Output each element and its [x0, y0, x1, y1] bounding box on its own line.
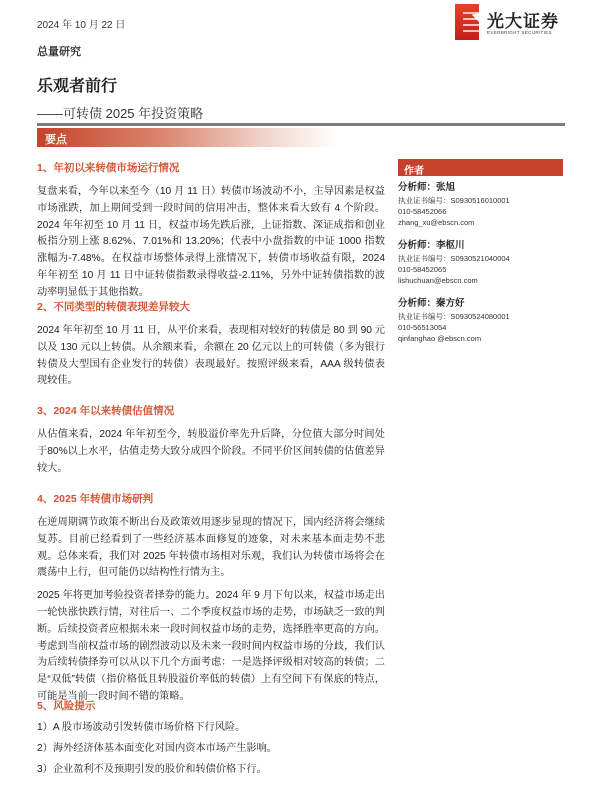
- logo-text-en: EVERBRIGHT SECURITIES: [487, 30, 552, 35]
- section-3: [37, 403, 385, 477]
- section-paragraph: 从估值来看，2024 年年初至今，转股溢价率先升后降，分位值大部分时间处于80%以上水平，估值走势大致分成四个阶段。不同平价区间转债的估值差异较大。: [37, 429, 385, 474]
- analyst-name: 分析师：张旭: [398, 182, 456, 193]
- section-heading: 2、不同类型的转债表现差异较大: [37, 301, 190, 313]
- key-points-bar: [37, 128, 337, 147]
- analyst-email[interactable]: zhang_xu@ebscn.com: [398, 218, 475, 227]
- analyst-name: 分析师：秦方好: [398, 298, 465, 309]
- analyst-email[interactable]: qinfanghao @ebscn.com: [398, 334, 482, 343]
- report-category: 总量研究: [37, 46, 81, 58]
- analyst-phone: 010-56513054: [398, 323, 447, 332]
- authors-label: 作者: [404, 166, 424, 177]
- logo-mark-icon: [455, 4, 479, 40]
- logo-text-cn: 光大证券: [487, 12, 559, 31]
- report-subtitle: ——可转债 2025 年投资策略: [37, 106, 204, 121]
- analyst-name: 分析师：李枢川: [398, 240, 465, 251]
- risk-item: 1）A 股市场波动引发转债市场价格下行风险。: [37, 722, 246, 733]
- section-heading: 3、2024 年以来转债估值情况: [37, 405, 175, 417]
- section-heading: 1、年初以来转债市场运行情况: [37, 162, 180, 174]
- analyst-card: [398, 297, 568, 344]
- analyst-license: 执业证书编号：S0930524080001: [398, 312, 510, 321]
- analyst-email[interactable]: lishuchuan@ebscn.com: [398, 276, 478, 285]
- analyst-license: 执业证书编号：S0930521040004: [398, 254, 510, 263]
- section-heading: 4、2025 年转债市场研判: [37, 493, 154, 505]
- analyst-phone: 010-58452066: [398, 207, 447, 216]
- section-paragraph: 2024 年年初至 10 月 11 日，从平价来看，表现相对较好的转债是 80 到 90 元以及 130 元以上转债。从余额来看，余额在 20 亿元以上的可转债（多为银行转债及大型国有企业发行的转债）表现最好。按照评级来看，AAA 级转债表现较佳。: [37, 325, 385, 387]
- risk-item: 3）企业盈利不及预期引发的股价和转债价格下行。: [37, 764, 267, 775]
- everbright-logo: [455, 4, 565, 40]
- key-points-label: 要点: [45, 134, 67, 146]
- header-divider: [37, 123, 565, 126]
- section-heading: 5、风险提示: [37, 700, 96, 712]
- analyst-card: [398, 181, 568, 228]
- analyst-card: [398, 239, 568, 286]
- authors-bar: [398, 159, 563, 176]
- report-date: 2024 年 10 月 22 日: [37, 20, 126, 31]
- risk-item: 2）海外经济体基本面变化对国内资本市场产生影响。: [37, 743, 277, 754]
- analyst-license: 执业证书编号：S0930516010001: [398, 196, 510, 205]
- section-4: [37, 491, 385, 706]
- section-paragraph: 复盘来看，今年以来至今（10 月 11 日）转债市场波动不小，主导因素是权益市场涨跌，加上期间受到一段时间的信用冲击，整体来看大致有 4 个阶段。2024 年年初至 10 月 11 日，权益市场先跌后涨，上证指数、深证成指和创业板指分别上涨 8.62%、7.01%和 13.20%；代表中小盘指数的中证 1000 指数涨幅为-7.48%。在权益市场整体录得上涨情况下，转债市场收益有限，2024 年年初至 10 月 11 日中证转债指数录得收益-2.11%，另外中证转债指数的波动率明显低于其他指数。: [37, 186, 385, 298]
- section-5: [37, 698, 385, 778]
- section-1: [37, 160, 385, 302]
- analyst-phone: 010-58452065: [398, 265, 447, 274]
- report-title: 乐观者前行: [37, 78, 118, 95]
- section-paragraph: 2025 年将更加考验投资者择券的能力。2024 年 9 月下旬以来，权益市场走出一轮快涨快跌行情，对往后一、二个季度权益市场的走势，市场缺乏一致的判断。后续投资者应根据未来一段时间权益市场的走势，选择胜率更高的方向。考虑到当前权益市场的剧烈波动以及未来一段时间内权益市场的分歧，我们认为后续转债择券可以从以下几个方面考虑：一是选择评级相对较高的转债；二是“双低”转债（指价格低且转股溢价率低的转债）上有空间下有保底的特点，可能是当前一段时间不错的策略。: [37, 590, 385, 702]
- section-paragraph: 在逆周期调节政策不断出台及政策效用逐步显现的情况下，国内经济将会继续复苏。目前已经看到了一些经济基本面修复的迹象，对未来基本面走势不悲观。总体来看，我们对 2025 年转债市场相对乐观，我们认为转债市场将会在震荡中上行，但可能仍以结构性行情为主。: [37, 517, 385, 579]
- section-2: [37, 299, 385, 390]
